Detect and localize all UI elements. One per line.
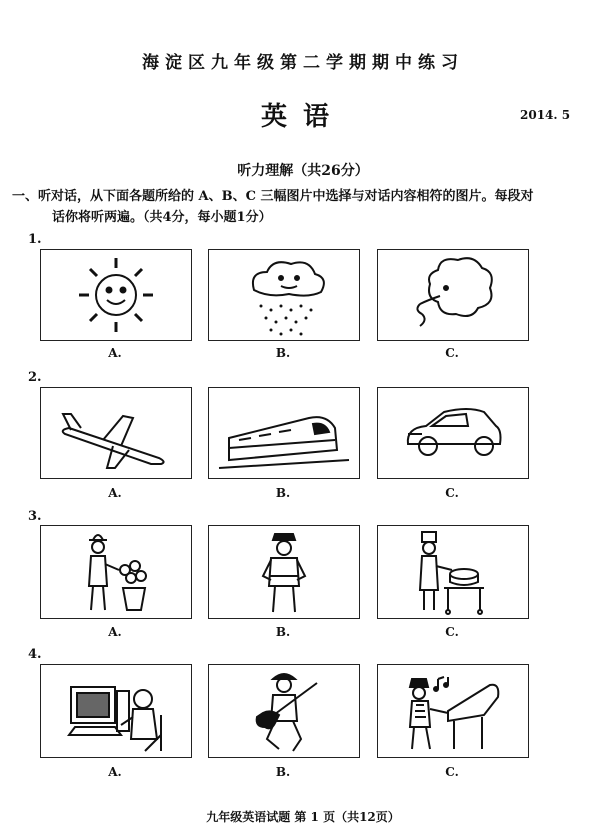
option-picture bbox=[208, 664, 360, 758]
question-number: 4. bbox=[28, 647, 42, 662]
instruction-line-1: 一、听对话，从下面各题所给的 A、B、C 三幅图片中选择与对话内容相符的图片。每段对 bbox=[12, 189, 534, 204]
option-picture bbox=[377, 249, 529, 341]
option-label: B. bbox=[275, 346, 291, 360]
sun-icon bbox=[41, 250, 191, 340]
option-picture bbox=[377, 387, 529, 479]
option-picture bbox=[377, 664, 529, 758]
wind-cloud-icon bbox=[378, 250, 528, 340]
option-label: B. bbox=[275, 486, 291, 500]
option-label: C. bbox=[445, 765, 459, 779]
option-label: A. bbox=[108, 486, 122, 500]
option-picture bbox=[40, 664, 192, 758]
option-picture bbox=[377, 525, 529, 619]
subject-title: 英语 bbox=[260, 102, 345, 132]
police-officer-icon bbox=[209, 526, 359, 618]
option-picture bbox=[40, 525, 192, 619]
section-title: 听力理解（共26分） bbox=[237, 163, 369, 179]
page-footer: 九年级英语试题 第 1 页（共12页） bbox=[206, 810, 400, 824]
question-number: 1. bbox=[28, 232, 42, 247]
cook-icon bbox=[378, 526, 528, 618]
option-picture bbox=[40, 249, 192, 341]
option-label: C. bbox=[445, 625, 459, 639]
instruction-line-2: 话你将听两遍。（共4分，每小题1分） bbox=[52, 210, 272, 225]
car-icon bbox=[378, 388, 528, 478]
option-picture bbox=[208, 249, 360, 341]
option-label: A. bbox=[108, 625, 122, 639]
option-picture bbox=[208, 387, 360, 479]
rain-cloud-icon bbox=[209, 250, 359, 340]
option-label: C. bbox=[445, 346, 459, 360]
option-picture bbox=[208, 525, 360, 619]
option-picture bbox=[40, 387, 192, 479]
exam-title: 海淀区九年级第二学期期中练习 bbox=[142, 53, 464, 73]
guitar-player-icon bbox=[209, 665, 359, 757]
option-label: C. bbox=[445, 486, 459, 500]
question-number: 2. bbox=[28, 370, 42, 385]
option-label: A. bbox=[108, 346, 122, 360]
piano-player-icon bbox=[378, 665, 528, 757]
computer-user-icon bbox=[41, 665, 191, 757]
gardener-icon bbox=[41, 526, 191, 618]
exam-date: 2014. 5 bbox=[520, 108, 571, 122]
option-label: B. bbox=[275, 625, 291, 639]
option-label: A. bbox=[108, 765, 122, 779]
train-icon bbox=[209, 388, 359, 478]
option-label: B. bbox=[275, 765, 291, 779]
question-number: 3. bbox=[28, 509, 42, 524]
airplane-icon bbox=[41, 388, 191, 478]
